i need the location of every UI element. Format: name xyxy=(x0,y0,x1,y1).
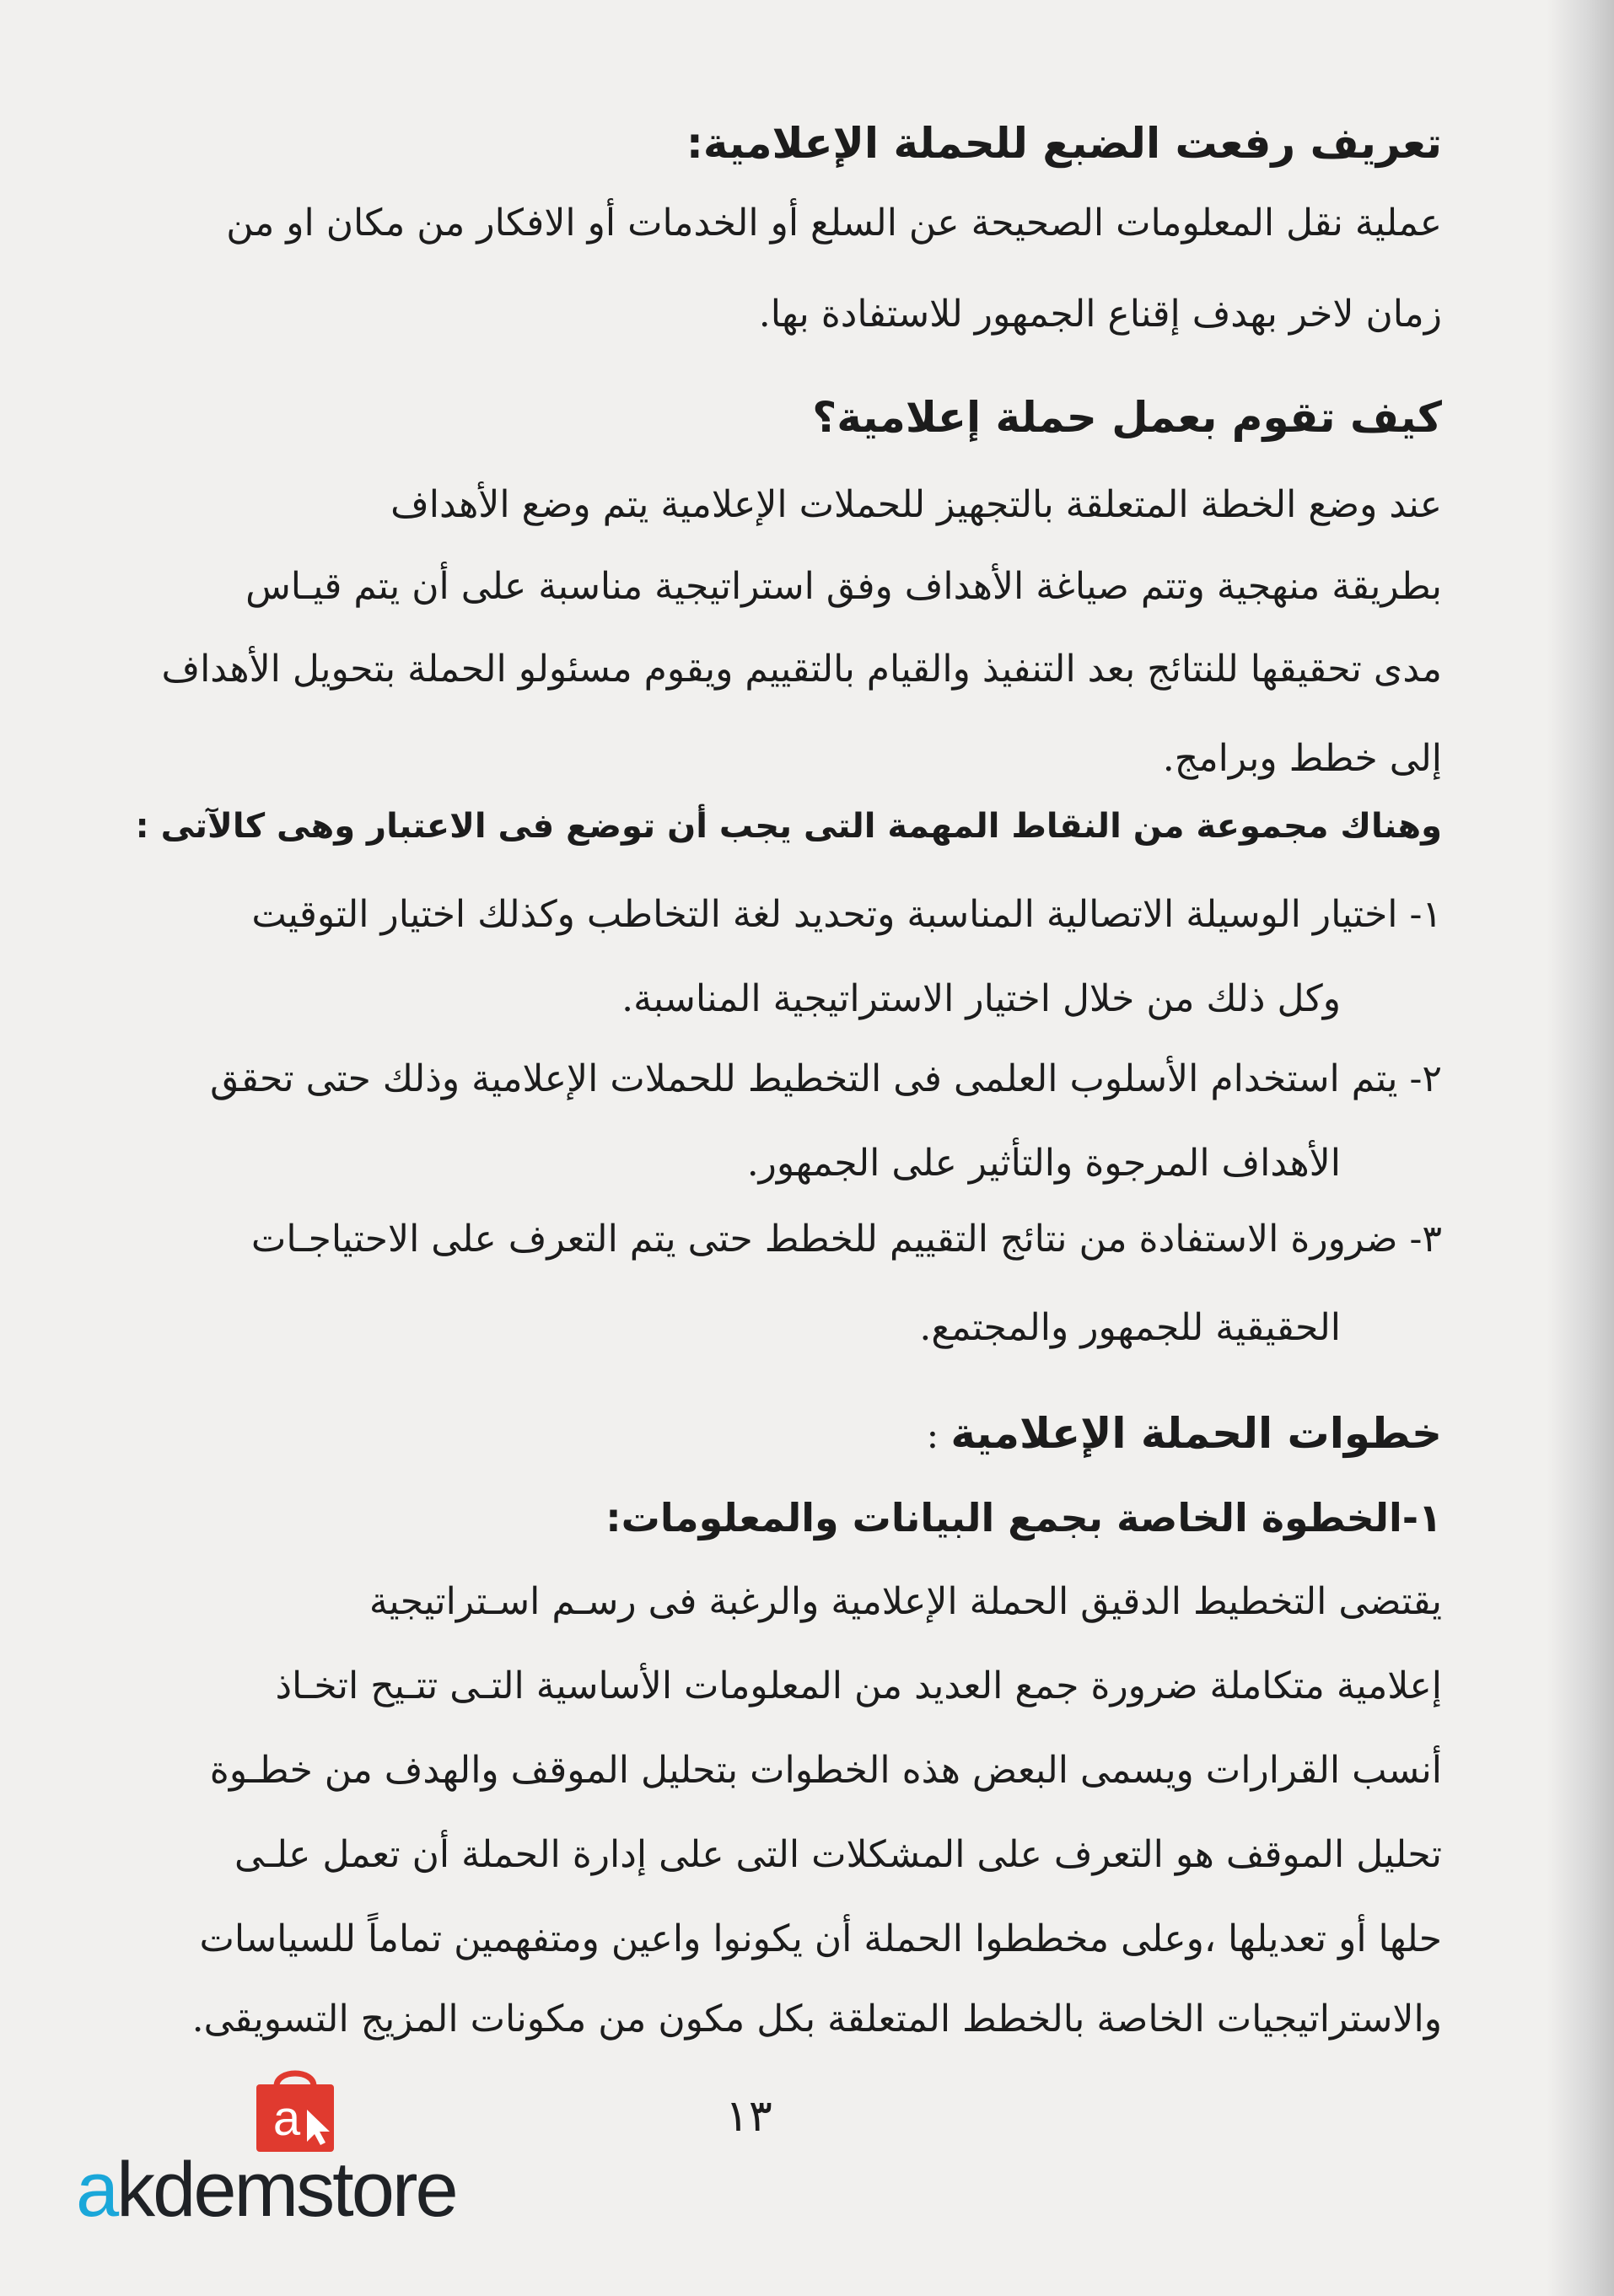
point-1-line-2: وكل ذلك من خلال اختيار الاستراتيجية المناسبة. xyxy=(621,977,1341,1020)
logo-first-letter: a xyxy=(76,2147,117,2233)
definition-line-1: عملية نقل المعلومات الصحيحة عن السلع أو الخدمات أو الافكار من مكان او من xyxy=(226,202,1442,245)
shopping-bag-icon xyxy=(245,2057,346,2159)
point-3-line-2: الحقيقية للجمهور والمجتمع. xyxy=(919,1306,1341,1349)
point-2-line-2: الأهداف المرجوة والتأثير على الجمهور. xyxy=(746,1142,1341,1185)
definition-line-2: زمان لاخر بهدف إقناع الجمهور للاستفادة بها. xyxy=(758,293,1442,336)
bag-icon-letter: a xyxy=(272,2091,301,2146)
step-1-line-6: والاستراتيجيات الخاصة بالخطط المتعلقة بكل مكون من مكونات المزيج التسويقى. xyxy=(191,1998,1442,2041)
point-1-line-1: ١- اختيار الوسيلة الاتصالية المناسبة وتحديد لغة التخاطب وكذلك اختيار التوقيت xyxy=(251,893,1442,936)
page-edge-shadow xyxy=(1547,0,1614,2296)
logo-rest: kdemstore xyxy=(116,2147,456,2233)
heading-steps-title: خطوات الحملة الإعلامية xyxy=(950,1409,1442,1458)
how-line-4: إلى خطط وبرامج. xyxy=(1162,737,1442,780)
heading-steps-colon: : xyxy=(926,1414,951,1457)
step-1-heading: ١-الخطوة الخاصة بجمع البيانات والمعلومات: xyxy=(605,1495,1442,1541)
heading-how: كيف تقوم بعمل حملة إعلامية؟ xyxy=(812,393,1442,442)
step-1-line-5: حلها أو تعديلها ،وعلى مخططوا الحملة أن يكونوا واعين ومتفهمين تماماً للسياسات xyxy=(199,1917,1442,1960)
point-3-line-1: ٣- ضرورة الاستفادة من نتائج التقييم للخطط حتى يتم التعرف على الاحتياجـات xyxy=(250,1218,1442,1261)
how-line-3: مدى تحقيقها للنتائج بعد التنفيذ والقيام بالتقييم ويقوم مسئولو الحملة بتحويل الأهداف xyxy=(161,648,1442,691)
point-2-line-1: ٢- يتم استخدام الأسلوب العلمى فى التخطيط للحملات الإعلامية وذلك حتى تحقق xyxy=(210,1057,1442,1100)
points-intro: وهناك مجموعة من النقاط المهمة التى يجب أن توضع فى الاعتبار وهى كالآتى : xyxy=(135,807,1442,846)
step-1-line-3: أنسب القرارات ويسمى البعض هذه الخطوات بتحليل الموقف والهدف من خطـوة xyxy=(209,1749,1442,1792)
heading-definition: تعريف رفعت الضبع للحملة الإعلامية: xyxy=(686,119,1442,168)
step-1-line-4: تحليل الموقف هو التعرف على المشكلات التى على إدارة الحملة أن تعمل علـى xyxy=(234,1833,1442,1876)
page-number: ١٣ xyxy=(725,2091,772,2142)
step-1-line-2: إعلامية متكاملة ضرورة جمع العديد من المعلومات الأساسية التـى تتـيح اتخـاذ xyxy=(275,1664,1442,1707)
how-line-2: بطريقة منهجية وتتم صياغة الأهداف وفق استراتيجية مناسبة على أن يتم قيـاس xyxy=(245,565,1442,608)
step-1-line-1: يقتضى التخطيط الدقيق الحملة الإعلامية والرغبة فى رسـم اسـتراتيجية xyxy=(369,1580,1442,1623)
how-line-1: عند وضع الخطة المتعلقة بالتجهيز للحملات الإعلامية يتم وضع الأهداف xyxy=(390,483,1442,526)
watermark-logo xyxy=(76,2146,456,2234)
heading-steps xyxy=(126,1408,1442,1461)
